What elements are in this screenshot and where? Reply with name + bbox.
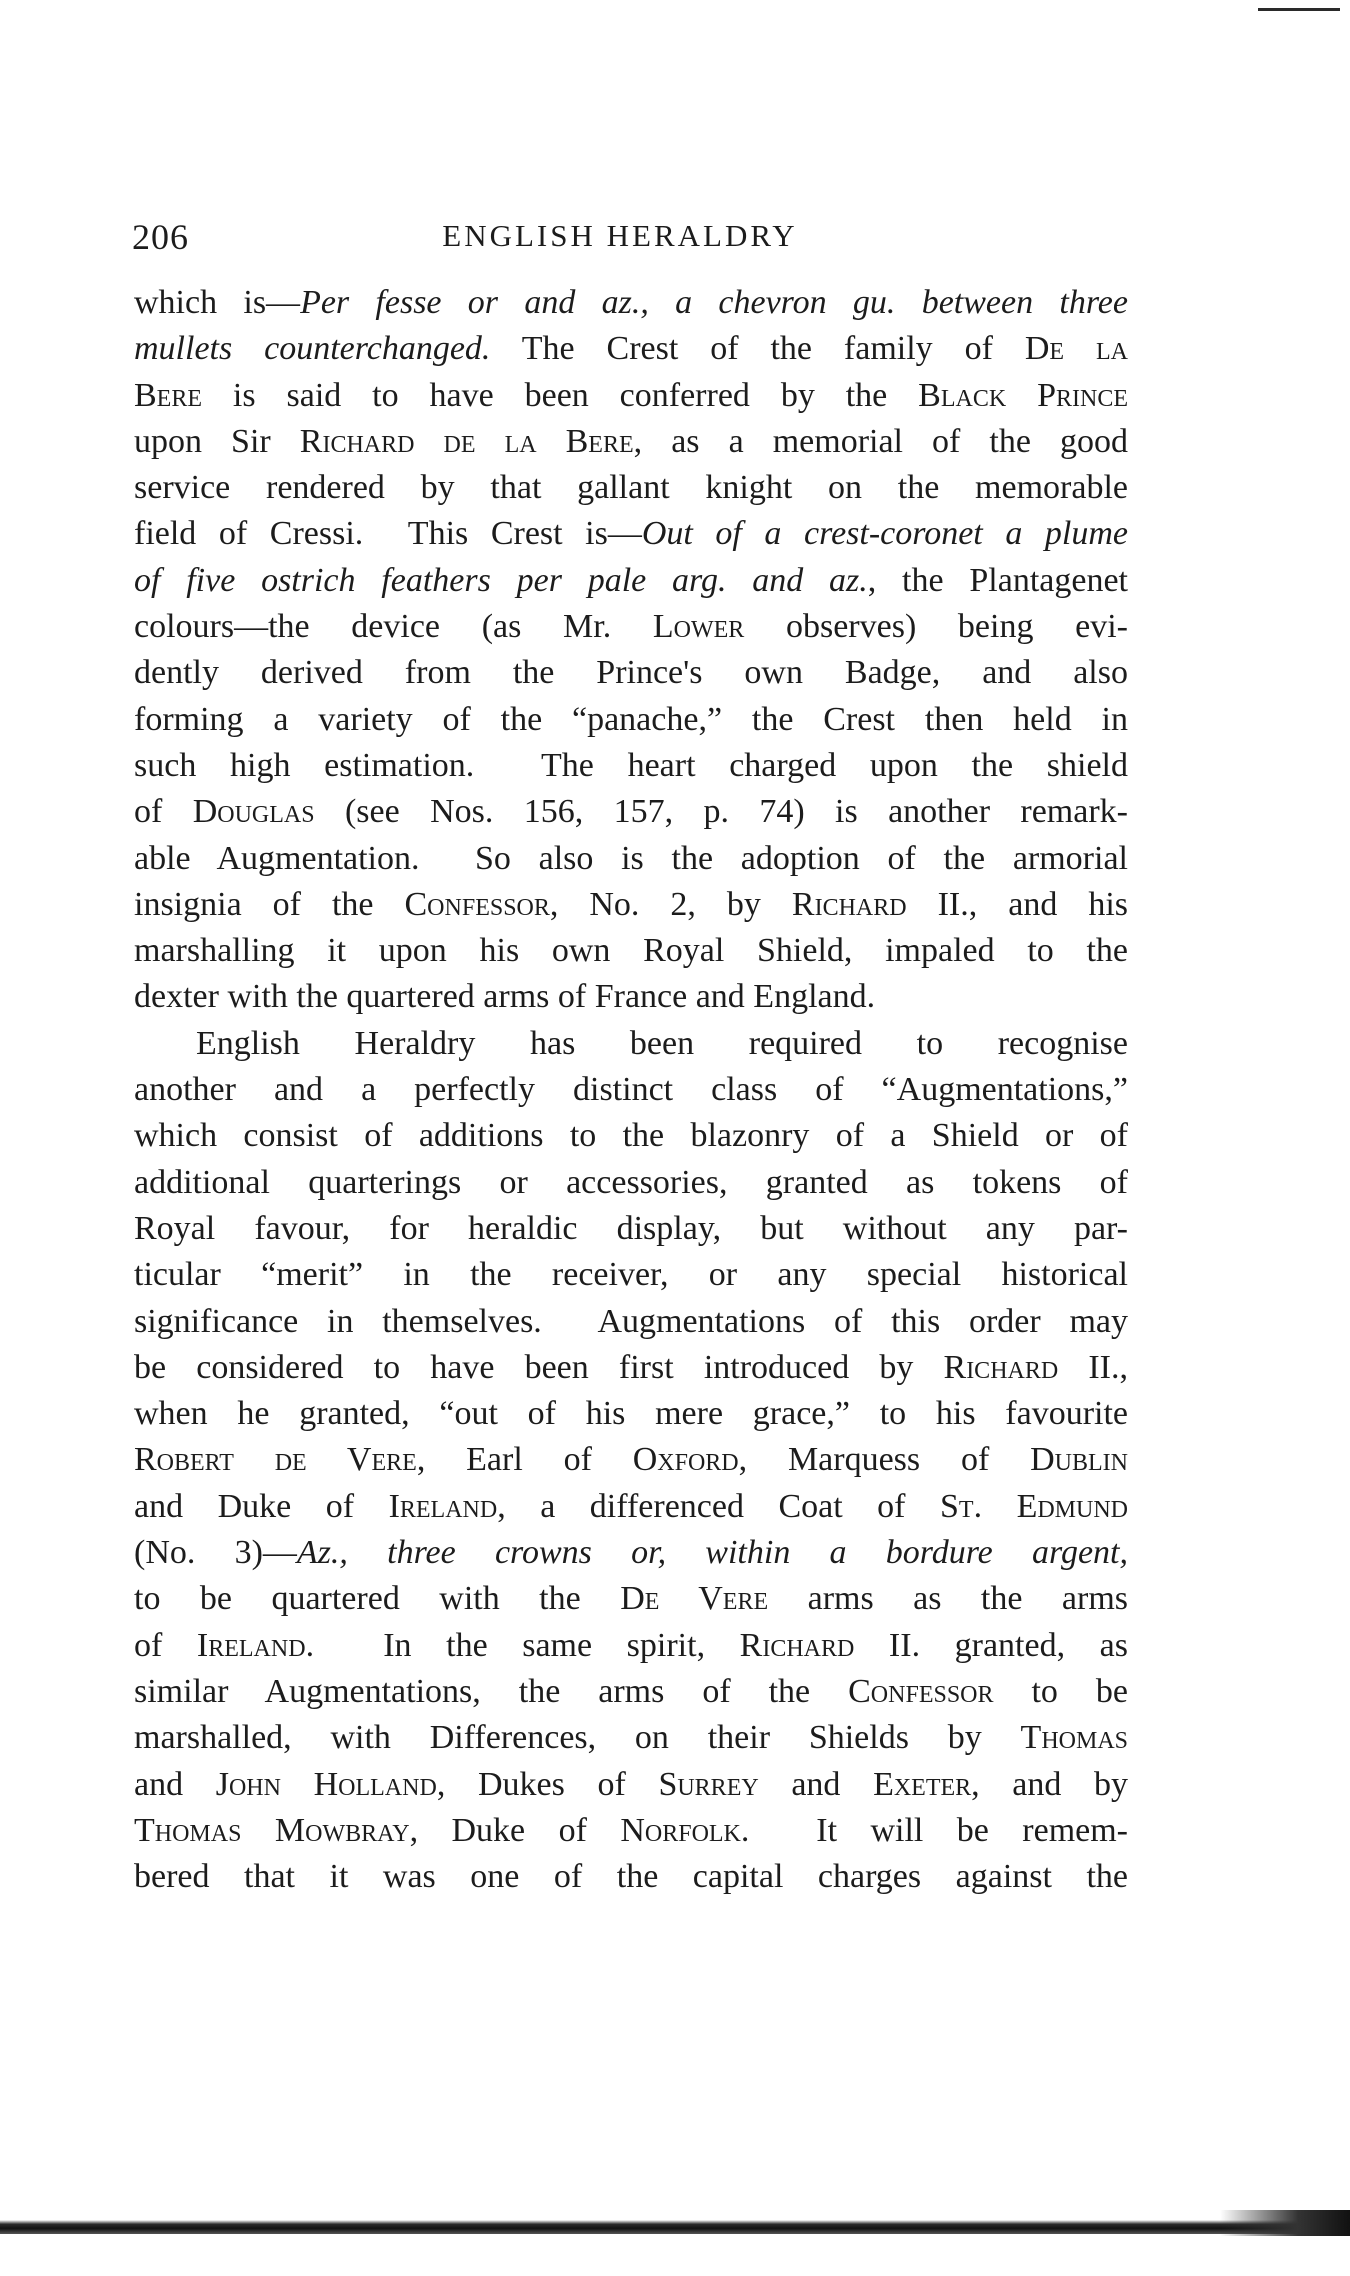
text-span: , the Plantagenet xyxy=(867,561,1128,599)
text-span: , and by xyxy=(971,1765,1129,1803)
text-line xyxy=(134,650,1128,696)
text-line xyxy=(134,1576,1128,1622)
text-span: II. granted, as xyxy=(854,1626,1128,1664)
text-span: , as a memorial of the good xyxy=(633,422,1129,460)
small-caps-span: De la xyxy=(1024,330,1128,368)
text-line xyxy=(134,697,1128,743)
page-header xyxy=(0,216,1350,266)
small-caps-span: Confessor xyxy=(848,1672,994,1710)
text-line xyxy=(134,326,1128,372)
text-line xyxy=(134,1391,1128,1437)
italic-span: of five ostrich feathers per pale arg. and az. xyxy=(134,561,868,599)
small-caps-span: John Holland xyxy=(215,1765,437,1803)
text-span: (see Nos. 156, 157, p. 74) is another remark- xyxy=(314,793,1128,831)
small-caps-span: Richard xyxy=(943,1348,1059,1386)
text-span: , a differenced Coat of xyxy=(497,1487,940,1525)
text-line xyxy=(134,789,1128,835)
small-caps-span: Richard xyxy=(791,885,907,923)
text-span: , Marquess of xyxy=(738,1441,1031,1479)
text-line xyxy=(134,836,1128,882)
text-span: to be quartered with the xyxy=(134,1580,621,1618)
text-span: of xyxy=(134,793,193,831)
text-line xyxy=(134,1854,1128,1900)
small-caps-span: Confessor xyxy=(404,885,550,923)
text-span: bered that it was one of the capital charges against the xyxy=(134,1858,1128,1896)
text-span: which consist of additions to the blazonry of a Shield or of xyxy=(134,1117,1128,1155)
text-line xyxy=(134,882,1128,928)
text-span: , Dukes of xyxy=(436,1765,659,1803)
text-span: to be xyxy=(993,1672,1128,1710)
text-span: be considered to have been first introduced by xyxy=(134,1348,944,1386)
text-span: and xyxy=(134,1765,216,1803)
text-span: marshalling it upon his own Royal Shield, impaled to the xyxy=(134,932,1128,970)
text-line xyxy=(134,1437,1128,1483)
text-span: and xyxy=(758,1765,874,1803)
text-line xyxy=(134,419,1128,465)
text-span: significance in themselves. Augmentations of this order may xyxy=(134,1302,1128,1340)
text-span: The Crest of the family of xyxy=(490,330,1025,368)
small-caps-span: Douglas xyxy=(192,793,315,831)
text-line xyxy=(134,280,1128,326)
running-title: ENGLISH HERALDRY xyxy=(442,218,798,253)
text-line xyxy=(134,604,1128,650)
italic-span: Az., three crowns or, within a bordure argent, xyxy=(296,1534,1128,1572)
small-caps-span: Richard de la Bere xyxy=(299,422,634,460)
text-span: able Augmentation. So also is the adoption of the armorial xyxy=(134,839,1128,877)
small-caps-span: Black Prince xyxy=(918,376,1128,414)
text-line xyxy=(134,1160,1128,1206)
small-caps-span: Thomas Mowbray xyxy=(134,1811,410,1849)
text-span: II., and his xyxy=(906,885,1128,923)
small-caps-span: Oxford xyxy=(632,1441,739,1479)
text-line xyxy=(134,1484,1128,1530)
text-span: arms as the arms xyxy=(768,1580,1129,1618)
text-line xyxy=(134,1345,1128,1391)
bottom-edge-rule xyxy=(0,2220,1350,2234)
italic-span: Per fesse or and az., a chevron gu. between three xyxy=(300,284,1128,321)
text-span: II., xyxy=(1058,1348,1128,1386)
text-span: of xyxy=(134,1626,197,1664)
text-span: , Duke of xyxy=(409,1811,621,1849)
text-line xyxy=(134,1762,1128,1808)
text-span: . In the same spirit, xyxy=(305,1626,740,1664)
text-line xyxy=(134,1067,1128,1113)
top-edge-rule xyxy=(1258,8,1340,11)
small-caps-span: Bere xyxy=(134,376,203,414)
small-caps-span: Richard xyxy=(739,1626,855,1664)
text-span: , No. 2, by xyxy=(549,885,792,923)
small-caps-span: Exeter xyxy=(873,1765,972,1803)
text-line xyxy=(134,974,1128,1020)
text-line xyxy=(134,511,1128,557)
text-line xyxy=(134,1715,1128,1761)
small-caps-span: Robert de Vere xyxy=(134,1441,417,1479)
text-line xyxy=(134,1113,1128,1159)
text-line xyxy=(134,1623,1128,1669)
text-span: marshalled, with Differences, on their Shields by xyxy=(134,1719,1021,1757)
text-line xyxy=(134,1299,1128,1345)
small-caps-span: Norfolk xyxy=(620,1811,741,1849)
text-span: . It will be remem- xyxy=(740,1811,1128,1849)
text-span: such high estimation. The heart charged upon the shield xyxy=(134,746,1128,784)
text-line xyxy=(134,1206,1128,1252)
text-line xyxy=(134,1530,1128,1576)
text-span: which is— xyxy=(134,284,301,321)
small-caps-span: Ireland xyxy=(196,1626,306,1664)
text-span: additional quarterings or accessories, granted as tokens of xyxy=(134,1163,1128,1201)
text-line xyxy=(134,1669,1128,1715)
text-span: dently derived from the Prince's own Badge, and also xyxy=(134,654,1128,692)
page-number: 206 xyxy=(132,217,189,257)
text-line xyxy=(134,1252,1128,1298)
italic-span: mullets counterchanged. xyxy=(134,330,491,368)
text-span: when he granted, “out of his mere grace,” to his favourite xyxy=(134,1395,1128,1433)
small-caps-span: Thomas xyxy=(1020,1719,1128,1757)
text-line xyxy=(134,465,1128,511)
text-span: , Earl of xyxy=(416,1441,633,1479)
text-span: ticular “merit” in the receiver, or any special historical xyxy=(134,1256,1128,1294)
text-span: colours—the device (as Mr. xyxy=(134,608,653,646)
text-line xyxy=(134,928,1128,974)
small-caps-span: St. Edmund xyxy=(940,1487,1129,1525)
text-line xyxy=(134,743,1128,789)
text-span: field of Cressi. This Crest is— xyxy=(134,515,642,553)
text-span: similar Augmentations, the arms of the xyxy=(134,1672,849,1710)
text-span: dexter with the quartered arms of France and England. xyxy=(134,978,876,1016)
text-span: forming a variety of the “panache,” the Crest then held in xyxy=(134,700,1128,738)
text-span: another and a perfectly distinct class of “Augmentations,” xyxy=(134,1071,1128,1109)
text-span: insignia of the xyxy=(134,885,405,923)
body-text xyxy=(134,280,1128,1900)
text-line xyxy=(134,373,1128,419)
text-span: service rendered by that gallant knight on the memorable xyxy=(134,469,1128,507)
small-caps-span: Surrey xyxy=(658,1765,759,1803)
text-span: English Heraldry has been required to recognise xyxy=(196,1024,1128,1062)
text-span: and Duke of xyxy=(134,1487,389,1525)
text-span: is said to have been conferred by the xyxy=(202,376,919,414)
text-span: upon Sir xyxy=(134,422,300,460)
small-caps-span: Ireland xyxy=(388,1487,498,1525)
text-span: observes) being evi- xyxy=(744,608,1129,646)
text-span: (No. 3)— xyxy=(134,1534,297,1572)
italic-span: Out of a crest-coronet a plume xyxy=(641,515,1128,553)
text-line xyxy=(134,1021,1128,1067)
text-line xyxy=(134,1808,1128,1854)
small-caps-span: Dublin xyxy=(1030,1441,1128,1479)
small-caps-span: De Vere xyxy=(620,1580,769,1618)
text-span: Royal favour, for heraldic display, but without any par- xyxy=(134,1209,1128,1247)
text-line xyxy=(134,558,1128,604)
small-caps-span: Lower xyxy=(652,608,745,646)
